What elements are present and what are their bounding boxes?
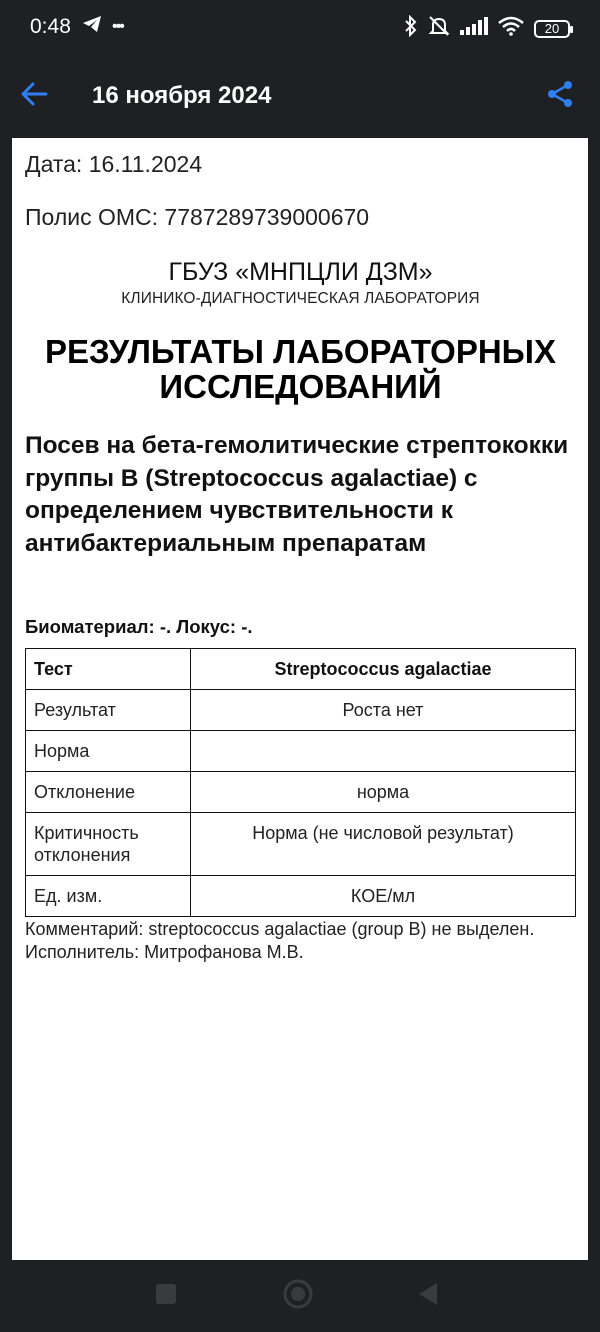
system-back-button[interactable] xyxy=(412,1280,444,1312)
recents-square-icon xyxy=(154,1282,178,1311)
row-label: Ед. изм. xyxy=(26,876,191,917)
biomaterial-line: Биоматериал: -. Локус: -. xyxy=(25,616,253,637)
bell-off-icon xyxy=(428,15,450,42)
system-nav-bar xyxy=(0,1260,600,1332)
bluetooth-icon xyxy=(404,15,418,42)
org-subtitle: КЛИНИКО-ДИАГНОСТИЧЕСКАЯ ЛАБОРАТОРИЯ xyxy=(121,290,480,307)
table-row xyxy=(26,731,576,772)
row-label: Результат xyxy=(26,690,191,731)
policy-line: Полис ОМС: 7787289739000670 xyxy=(25,204,370,230)
lab-document xyxy=(12,138,588,1260)
row-label: Отклонение xyxy=(26,772,191,813)
share-icon xyxy=(546,80,574,113)
more-dots: ••• xyxy=(112,17,123,35)
main-title-line2: ИССЛЕДОВАНИЙ xyxy=(159,368,442,405)
back-triangle-icon xyxy=(415,1281,441,1312)
row-value xyxy=(191,731,576,772)
test-title: Посев на бета-гемолитические стрептококки группы B (Streptococcus agalactiae) с определением чувствительности к антибактериальным препаратам xyxy=(25,432,569,557)
status-right-icons xyxy=(404,15,570,42)
share-button[interactable] xyxy=(542,78,578,114)
table-header-test: Тест xyxy=(26,649,191,690)
row-value: КОЕ/мл xyxy=(191,876,576,917)
row-value: Роста нет xyxy=(191,690,576,731)
home-button[interactable] xyxy=(282,1280,314,1312)
table-row xyxy=(26,772,576,813)
app-bar xyxy=(0,56,600,138)
battery-icon: 20 xyxy=(534,20,570,38)
table-header-organism: Streptococcus agalactiae xyxy=(191,649,576,690)
table-row xyxy=(26,876,576,917)
comment-block xyxy=(25,918,576,964)
status-left-icons xyxy=(82,15,123,38)
signal-icon xyxy=(460,17,488,40)
date-line: Дата: 16.11.2024 xyxy=(25,151,203,177)
main-title xyxy=(25,334,576,404)
status-bar xyxy=(0,0,600,56)
executor-text: Исполнитель: Митрофанова М.В. xyxy=(25,942,304,962)
row-value: норма xyxy=(191,772,576,813)
table-header-row xyxy=(26,649,576,690)
status-time: 0:48 xyxy=(30,15,71,38)
row-label: Норма xyxy=(26,731,191,772)
wifi-icon xyxy=(498,16,524,41)
main-title-line1: РЕЗУЛЬТАТЫ ЛАБОРАТОРНЫХ xyxy=(45,333,556,370)
comment-text: Комментарий: streptococcus agalactiae (group B) не выделен. xyxy=(25,919,535,939)
org-name: ГБУЗ «МНПЦЛИ ДЗМ» xyxy=(168,258,433,286)
row-value: Норма (не числовой результат) xyxy=(191,813,576,876)
arrow-left-icon xyxy=(20,80,48,113)
table-row xyxy=(26,690,576,731)
home-circle-icon xyxy=(282,1278,314,1315)
back-button[interactable] xyxy=(16,78,52,114)
telegram-icon xyxy=(82,15,102,38)
page-title: 16 ноября 2024 xyxy=(92,82,272,109)
table-row xyxy=(26,813,576,876)
row-label: Критичность отклонения xyxy=(26,813,191,876)
recents-button[interactable] xyxy=(150,1280,182,1312)
results-table xyxy=(25,648,576,917)
